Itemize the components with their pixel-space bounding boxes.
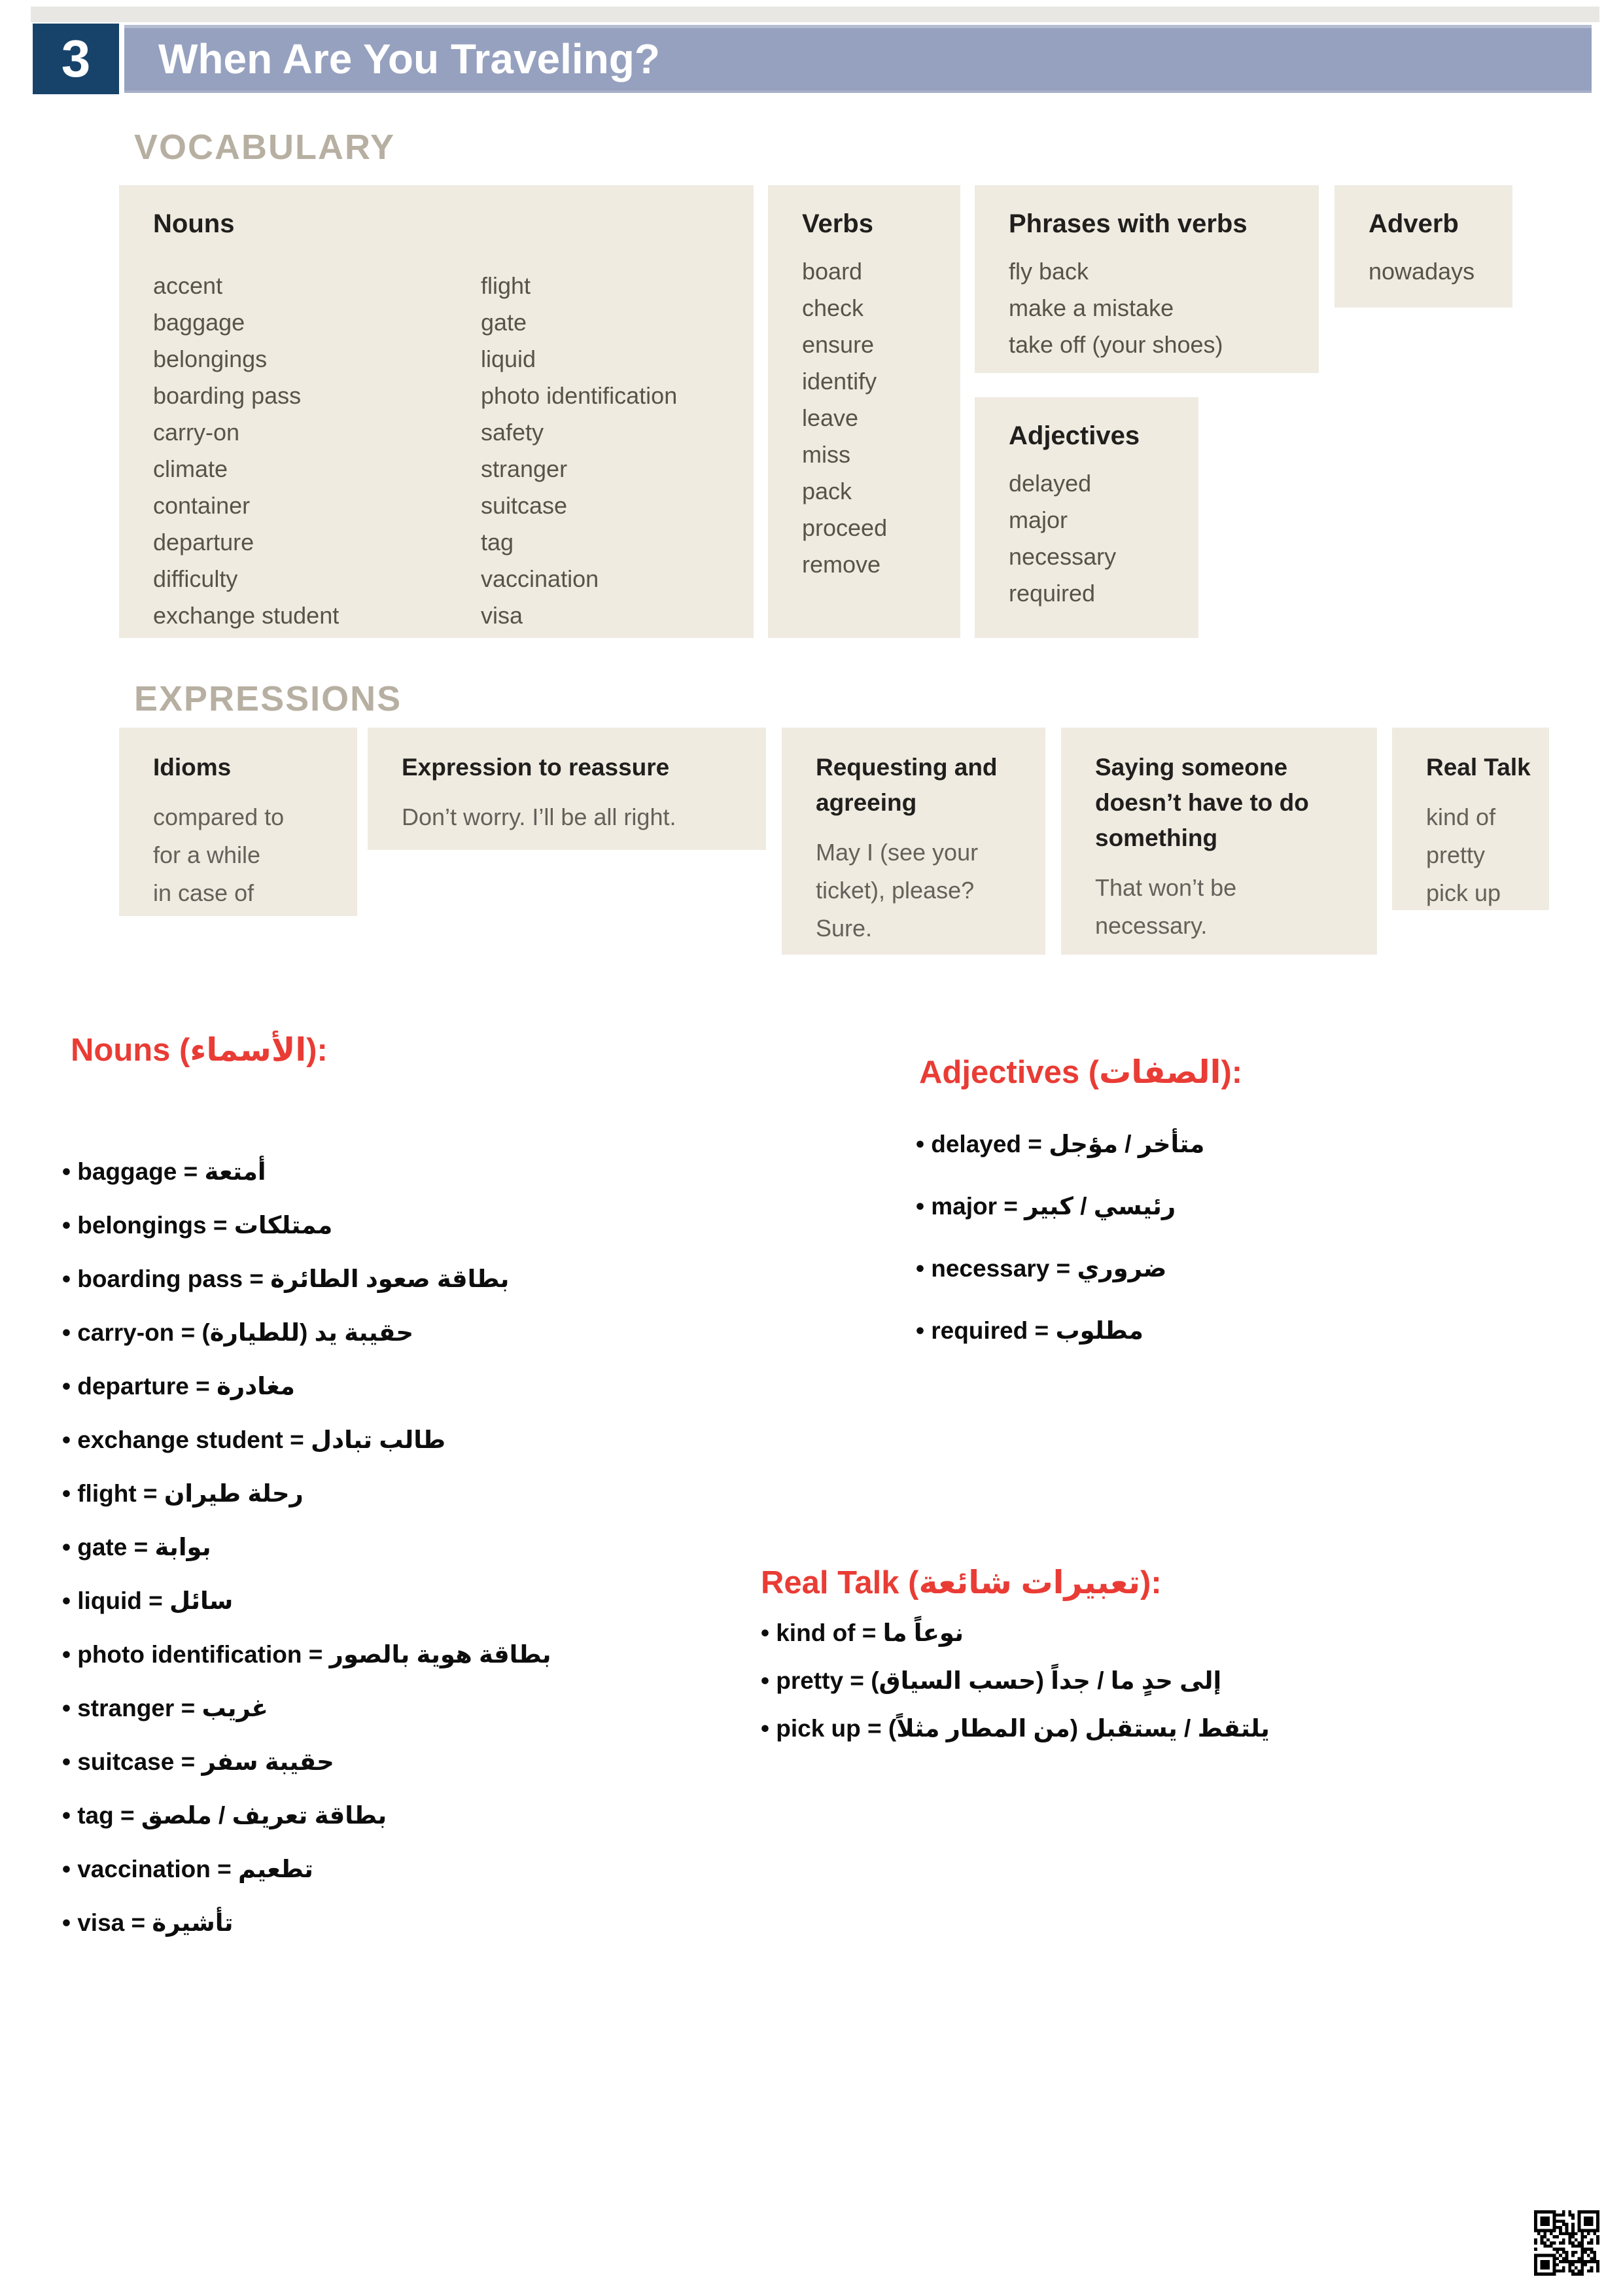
translation-entry: • tag = بطاقة تعريف / ملصق [62,1802,387,1829]
vocab-word: remove [802,551,881,578]
page-title: When Are You Traveling? [158,35,660,82]
nouns-column-1 [153,268,339,634]
translation-entry: • carry-on = حقيبة يد (للطيارة) [62,1319,414,1346]
vocab-word: tag [481,529,514,556]
unit-title-bar [124,25,1592,93]
vocab-word: safety [481,419,544,446]
vocab-box-phrases-with-verbs [975,185,1319,373]
idiom: in case of [153,879,254,906]
translation-entry: • pick up = يلتقط / يستقبل (من المطار مثلاً) [761,1715,1270,1742]
expression-box-title: Saying someone doesn’t have to do something [1095,754,1309,851]
vocab-word: ensure [802,331,875,358]
vocab-word: accent [153,272,223,299]
translation-entry: • baggage = أمتعة [62,1158,266,1185]
translations-nouns-list [62,1145,551,1950]
vocabulary-section-heading: VOCABULARY [134,128,396,167]
translations-real-talk-list [761,1609,1270,1752]
vocab-word: proceed [802,514,888,541]
vocab-word: major [1009,506,1068,533]
translations-real-talk-heading: Real Talk (تعبيرات شائعة): [761,1565,1162,1600]
idioms-list [153,798,344,912]
translation-entry: • necessary = ضروري [916,1255,1167,1282]
qr-code [1534,2210,1599,2276]
vocab-word: leave [802,404,859,431]
vocab-box-adjectives [975,397,1198,638]
translation-entry: • flight = رحلة طيران [62,1480,304,1507]
expression-box-title: Requesting and agreeing [816,754,998,816]
vocab-box-nouns [119,185,754,638]
vocab-box-adverb [1335,185,1512,308]
vocab-word: suitcase [481,492,568,519]
real-talk-word: pretty [1426,841,1486,868]
expression-box-title: Real Talk [1426,754,1531,781]
vocab-word: delayed [1009,470,1092,497]
translation-entry: • gate = بوابة [62,1534,211,1561]
expression-line: necessary. [1095,912,1208,939]
vocab-word: liquid [481,345,536,372]
vocab-word: vaccination [481,565,599,592]
translation-entry: • stranger = غريب [62,1695,268,1722]
expression-box-requesting [782,728,1045,955]
vocab-word: climate [153,455,228,482]
translation-entry: • kind of = نوعاً ما [761,1619,964,1646]
expression-line: May I (see your [816,839,979,866]
vocab-word: nowadays [1369,258,1475,285]
adjectives-list [1009,465,1185,612]
requesting-lines [816,834,1032,947]
vocab-word: boarding pass [153,382,302,409]
vocab-box-title: Adverb [1369,209,1459,238]
expression-line: Don’t worry. I’ll be all right. [402,804,676,830]
adverb-list [1369,253,1499,290]
vocab-word: carry-on [153,419,240,446]
phrases-list [1009,253,1306,363]
vocab-word: board [802,258,863,285]
translation-entry: • major = رئيسي / كبير [916,1193,1176,1220]
translations-adjectives-heading: Adjectives (الصفات): [919,1055,1243,1090]
translation-entry: • delayed = متأخر / مؤجل [916,1131,1205,1157]
real-talk-word: kind of [1426,804,1496,830]
vocab-word: miss [802,441,850,468]
vocab-word: exchange student [153,602,340,629]
idiom: compared to [153,804,285,830]
vocab-box-title: Verbs [802,209,873,238]
expression-box-title: Expression to reassure [402,754,670,781]
vocab-word: flight [481,272,531,299]
expression-box-idioms [119,728,357,916]
expression-line: ticket), please? [816,877,975,904]
vocab-word: required [1009,580,1096,607]
translation-entry: • exchange student = طالب تبادل [62,1426,446,1453]
translation-entry: • vaccination = تطعيم [62,1856,313,1882]
expression-box-saying [1061,728,1377,955]
saying-lines [1095,869,1364,945]
vocab-box-title: Phrases with verbs [1009,209,1248,238]
idiom: for a while [153,841,261,868]
vocab-phrase: fly back [1009,258,1089,285]
vocab-word: check [802,294,864,321]
vocab-word: departure [153,529,254,556]
vocab-word: baggage [153,309,245,336]
vocab-word: difficulty [153,565,238,592]
nouns-column-2 [481,268,677,634]
real-talk-word: pick up [1426,879,1501,906]
vocab-box-title: Adjectives [1009,421,1140,450]
real-talk-list [1426,798,1536,912]
translations-nouns-heading: Nouns (الأسماء): [71,1033,328,1068]
translation-entry: • visa = تأشيرة [62,1909,234,1936]
top-divider-strip [31,7,1599,22]
translation-entry: • required = مطلوب [916,1317,1143,1344]
vocab-word: pack [802,478,852,504]
translation-entry: • belongings = ممتلكات [62,1212,333,1239]
vocab-box-verbs [768,185,960,638]
vocab-word: identify [802,368,877,395]
vocab-phrase: make a mistake [1009,294,1174,321]
vocab-word: stranger [481,455,568,482]
expression-line: Sure. [816,915,873,942]
vocab-phrase: take off (your shoes) [1009,331,1223,358]
vocab-word: necessary [1009,543,1117,570]
translation-entry: • pretty = إلى حدٍ ما / جداً (حسب السياق) [761,1667,1222,1694]
translation-entry: • boarding pass = بطاقة صعود الطائرة [62,1265,510,1292]
vocab-word: gate [481,309,527,336]
translations-adjectives-list [916,1113,1204,1362]
translation-entry: • suitcase = حقيبة سفر [62,1748,334,1775]
expression-box-real-talk [1392,728,1549,910]
vocab-word: container [153,492,251,519]
vocab-word: photo identification [481,382,678,409]
vocab-word: visa [481,602,523,629]
expression-box-reassure [368,728,766,850]
translation-entry: • departure = مغادرة [62,1373,295,1400]
expression-box-title: Idioms [153,754,232,781]
translation-entry: • photo identification = بطاقة هوية بالصور [62,1641,551,1668]
reassure-lines [402,798,753,836]
unit-number-badge [33,24,119,94]
unit-number: 3 [61,29,91,88]
vocab-word: belongings [153,345,268,372]
expressions-section-heading: EXPRESSIONS [134,679,402,718]
translation-entry: • liquid = سائل [62,1587,234,1614]
verbs-list [802,253,947,583]
vocab-box-title: Nouns [153,209,235,238]
expression-line: That won’t be [1095,874,1237,901]
